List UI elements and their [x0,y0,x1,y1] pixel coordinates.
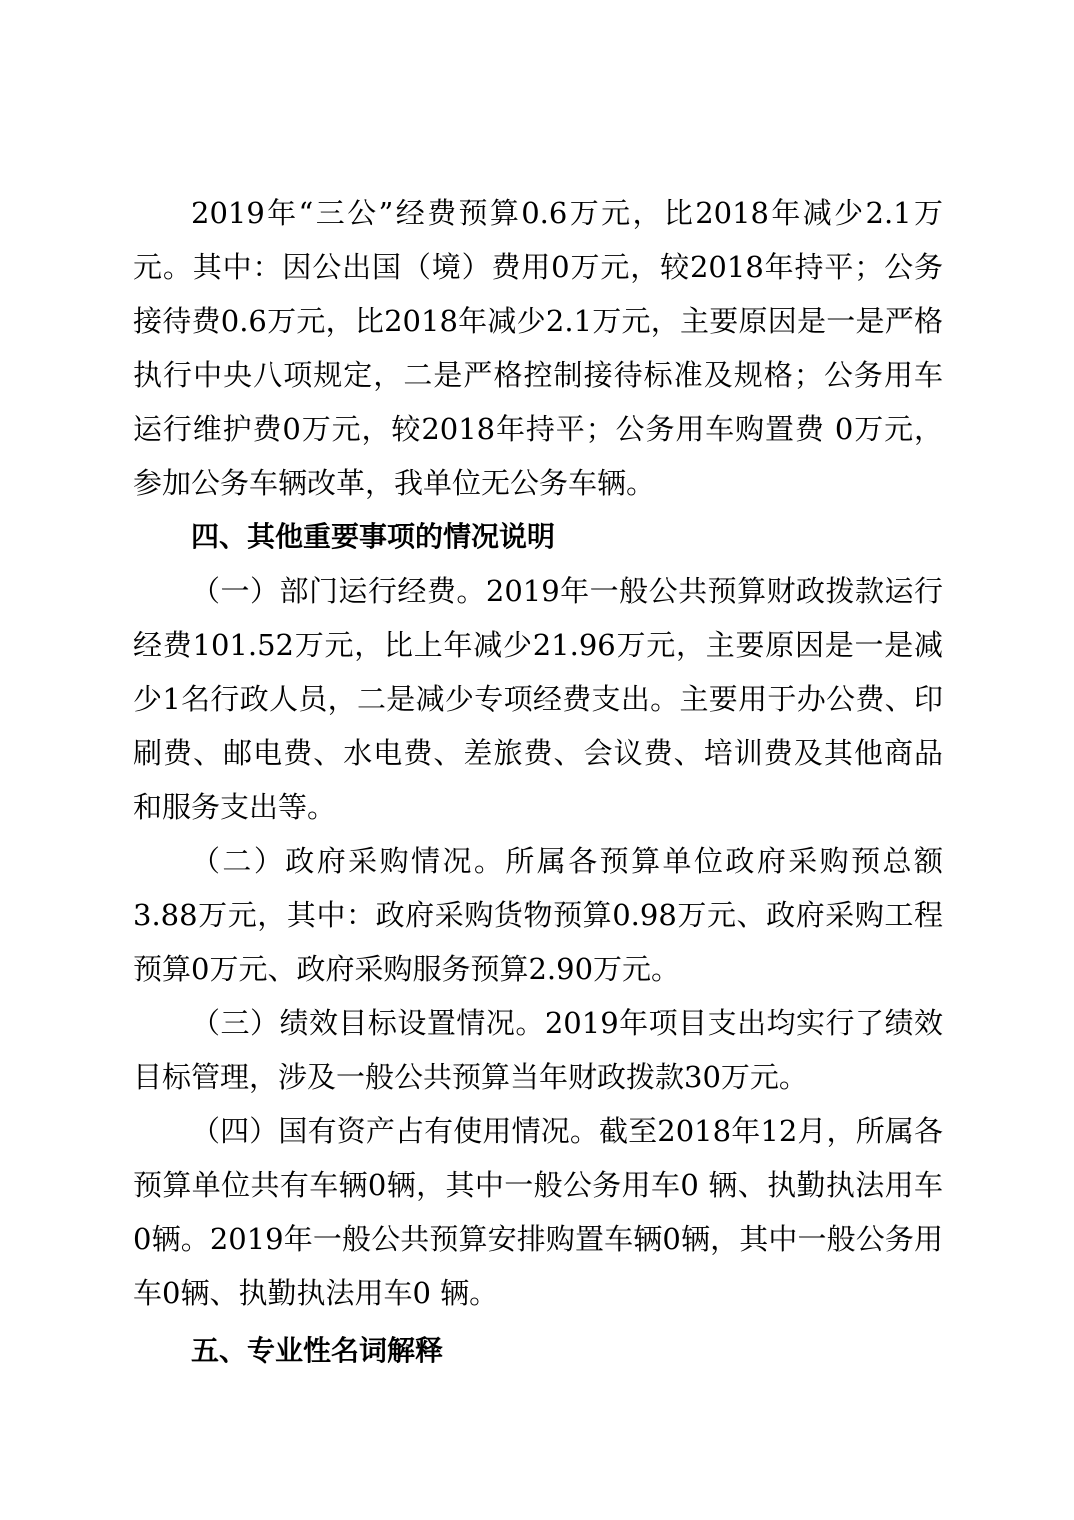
section-heading-terminology: 五、专业性名词解释 [191,1334,444,1367]
paragraph-operating-expenses: （一）部门运行经费。2019年一般公共预算财政拨款运行经费101.52万元，比上年减少21.96万元，主要原因是一是减少1名行政人员，二是减少专项经费支出。主要用于办公费、印刷费、邮电费、水电费、差旅费、会议费、培训费及其他商品和服务支出等。 [133,574,943,824]
paragraph-government-procurement: （二）政府采购情况。所属各预算单位政府采购预总额3.88万元，其中：政府采购货物预算0.98万元、政府采购工程预算0万元、政府采购服务预算2.90万元。 [133,844,943,986]
paragraph-state-assets: （四）国有资产占有使用情况。截至2018年12月，所属各预算单位共有车辆0辆，其中一般公务用车0 辆、执勤执法用车0辆。2019年一般公共预算安排购置车辆0辆，其中一般公务用车0辆、执勤执法用车0 辆。 [133,1114,943,1310]
paragraph-three-public-expenses: 2019年“三公”经费预算0.6万元，比2018年减少2.1万元。其中：因公出国（境）费用0万元，较2018年持平；公务接待费0.6万元，比2018年减少2.1万元，主要原因是一是严格执行中央八项规定，二是严格控制接待标准及规格；公务用车运行维护费0万元，较2018年持平；公务用车购置费 0万元，参加公务车辆改革，我单位无公务车辆。 [133,196,943,500]
section-heading-other-matters: 四、其他重要事项的情况说明 [191,520,556,553]
body-text [133,186,943,1378]
paragraph-performance-targets: （三）绩效目标设置情况。2019年项目支出均实行了绩效目标管理，涉及一般公共预算当年财政拨款30万元。 [133,1006,943,1094]
